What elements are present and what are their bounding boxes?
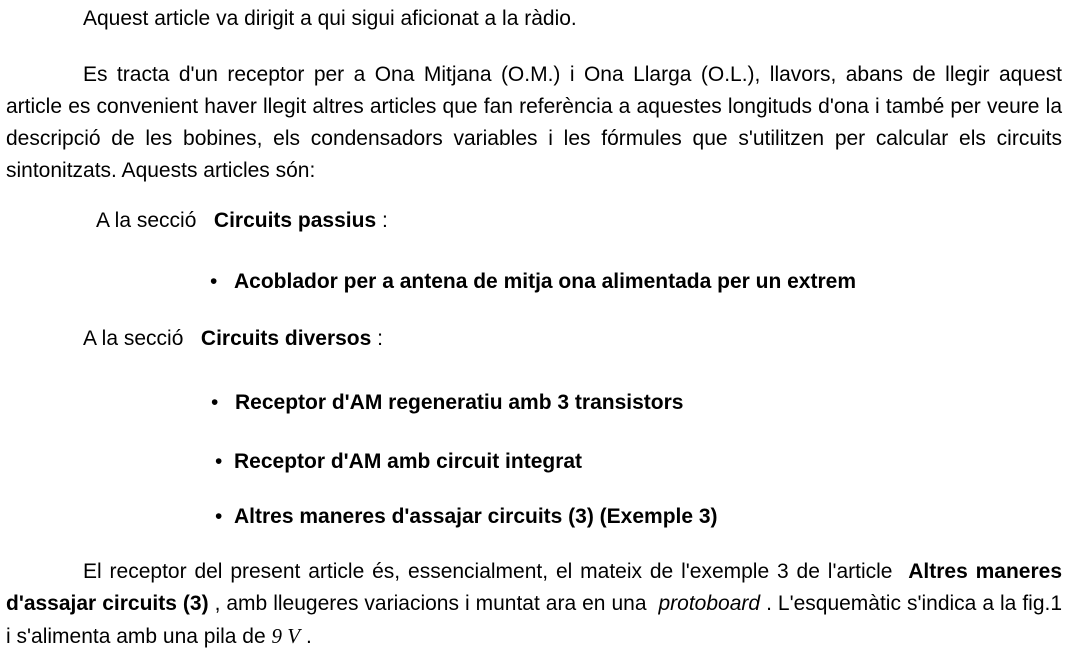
list-item-label: Receptor d'AM amb circuit integrat xyxy=(234,450,583,473)
list-item-label: Receptor d'AM regeneratiu amb 3 transistors xyxy=(235,391,684,414)
list-item-label: Acoblador per a antena de mitja ona alimentada per un extrem xyxy=(234,270,857,293)
list-item xyxy=(215,501,718,533)
bullet-icon: • xyxy=(215,450,223,473)
closing-text: , amb lleugeres variacions i muntat ara en una xyxy=(214,592,647,615)
section-prefix: A la secció xyxy=(83,327,184,350)
section-line-diversos xyxy=(83,323,383,355)
paragraph-receiver-text: Es tracta d'un receptor per a Ona Mitjana (O.M.) i Ona Llarga (O.L.), llavors, abans de llegir aquest article es convenient haver llegit altres articles que fan referència a aquestes longituds d'ona i també per veure la descripció de les bobines, els condensadors variables i les fórmules que s'utilitzen per calcular els circuits sintonitzats. Aquests articles són: xyxy=(6,63,1062,182)
list-item xyxy=(215,446,582,478)
section-line-passius xyxy=(96,205,388,237)
article-reference: Altres maneres d'assajar circuits (3) xyxy=(6,560,1062,615)
section-prefix: A la secció xyxy=(96,209,197,232)
closing-text: El receptor del present article és, essencialment, el mateix de l'exemple 3 de l'article xyxy=(83,560,893,583)
intro-paragraph: Aquest article va dirigit a qui sigui aficionat a la ràdio. xyxy=(83,7,577,30)
section-name: Circuits passius xyxy=(213,209,377,232)
voltage-value: 9 V xyxy=(271,624,301,648)
section-suffix: : xyxy=(381,209,388,232)
section-name: Circuits diversos xyxy=(200,327,372,350)
list-item xyxy=(211,387,683,419)
list-item-label: Altres maneres d'assajar circuits (3) (Exemple 3) xyxy=(234,505,718,528)
protoboard-term: protoboard xyxy=(658,592,761,615)
bullet-icon: • xyxy=(215,505,223,528)
closing-end: . xyxy=(305,625,312,648)
closing-text: . L'esquemàtic s'indica a la fig.1 i s'alimenta amb una pila de xyxy=(6,592,1063,648)
paragraph-closing xyxy=(6,556,1062,653)
bullet-icon: • xyxy=(211,391,219,414)
section-suffix: : xyxy=(377,327,383,350)
paragraph-receiver-description xyxy=(6,59,1062,187)
list-item xyxy=(210,266,856,298)
bullet-icon: • xyxy=(210,270,218,293)
